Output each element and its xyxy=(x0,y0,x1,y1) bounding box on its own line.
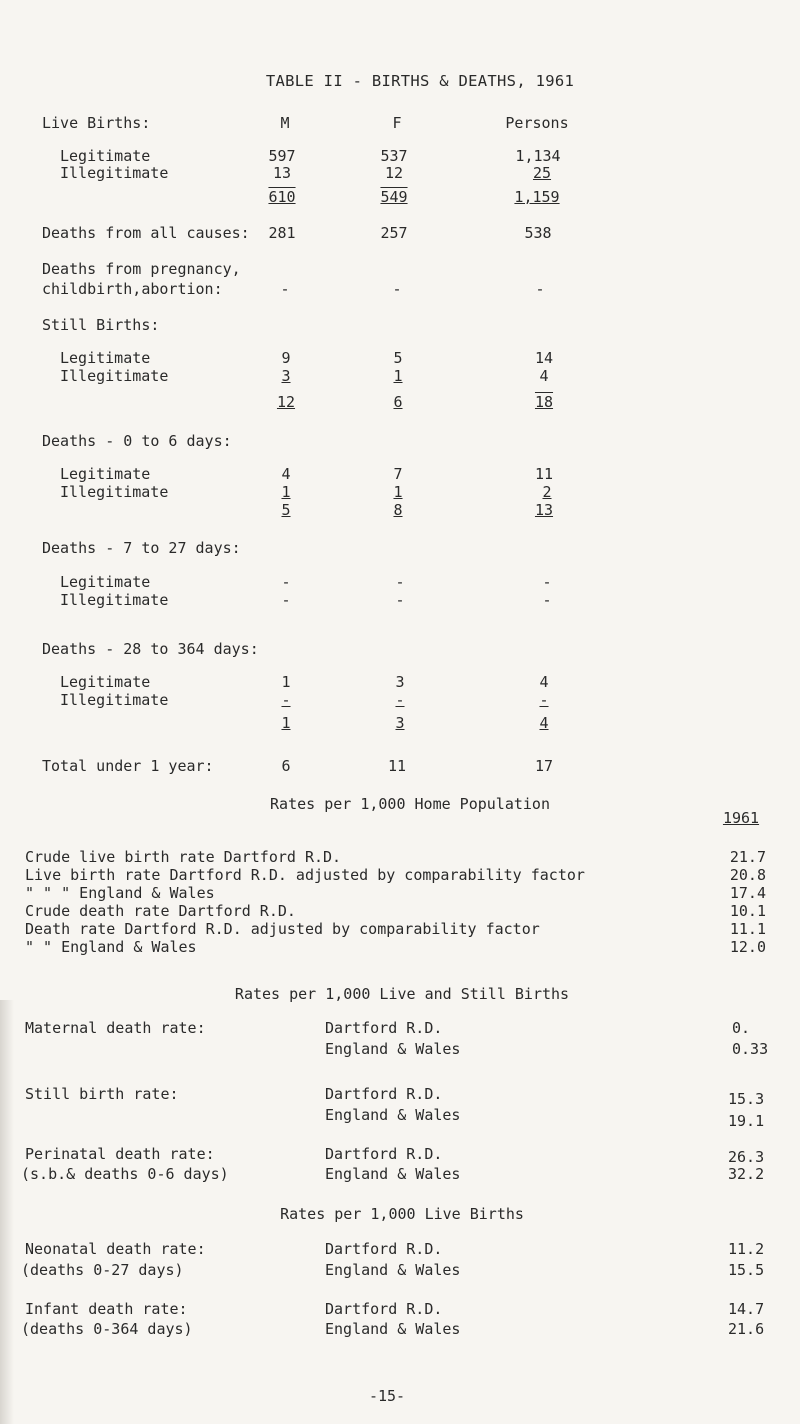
row-label: Deaths from pregnancy, xyxy=(42,260,241,278)
cell-f: 7 xyxy=(393,465,403,483)
row-label: Total under 1 year: xyxy=(42,757,214,775)
rate-label: Death rate Dartford R.D. adjusted by comparability factor xyxy=(25,920,540,938)
total-persons: 18 xyxy=(534,393,554,411)
cell-m: 9 xyxy=(281,349,291,367)
rate-value: 15.5 xyxy=(728,1261,765,1279)
cell-f: 3 xyxy=(395,673,405,691)
cell-m: 597 xyxy=(268,147,296,165)
cell-f: 11 xyxy=(387,757,407,775)
cell-persons: 4 xyxy=(539,367,549,385)
cell-persons: 25 xyxy=(532,164,552,182)
area-label: Dartford R.D. xyxy=(325,1019,443,1037)
rates-home-heading: Rates per 1,000 Home Population xyxy=(270,795,550,813)
rate-sublabel: (deaths 0-364 days) xyxy=(21,1320,193,1338)
rate-value: 17.4 xyxy=(729,884,766,902)
row-label: Illegitimate xyxy=(60,483,169,501)
rates-year: 1961 xyxy=(722,809,760,827)
row-label: Legitimate xyxy=(60,147,151,165)
row-label: Legitimate xyxy=(60,465,151,483)
rate-value: 12.0 xyxy=(729,938,766,956)
cell-persons: 14 xyxy=(534,349,554,367)
area-label: England & Wales xyxy=(325,1040,461,1058)
cell-m: - xyxy=(281,691,291,709)
rate-label: Perinatal death rate: xyxy=(25,1145,215,1163)
rate-label: Infant death rate: xyxy=(25,1300,188,1318)
rate-value: 11.1 xyxy=(729,920,766,938)
area-label: England & Wales xyxy=(325,1165,461,1183)
cell-persons: 538 xyxy=(524,224,552,242)
cell-persons: - xyxy=(535,280,545,298)
rate-value: 10.1 xyxy=(729,902,766,920)
total-f: 8 xyxy=(393,501,403,519)
cell-persons: 11 xyxy=(534,465,554,483)
header-m: M xyxy=(280,114,290,132)
cell-f: - xyxy=(395,573,405,591)
cell-f: 5 xyxy=(393,349,403,367)
cell-m: - xyxy=(280,280,290,298)
rate-value: 0.33 xyxy=(732,1040,769,1058)
cell-f: - xyxy=(395,691,405,709)
rate-sublabel: (s.b.& deaths 0-6 days) xyxy=(21,1165,229,1183)
row-label: Legitimate xyxy=(60,573,151,591)
rate-label: " " " England & Wales xyxy=(25,884,215,902)
area-label: Dartford R.D. xyxy=(325,1145,443,1163)
rate-label: Crude death rate Dartford R.D. xyxy=(25,902,296,920)
section-heading: Deaths - 7 to 27 days: xyxy=(42,539,241,557)
row-label: Legitimate xyxy=(60,673,151,691)
cell-persons: - xyxy=(539,691,549,709)
total-persons: 4 xyxy=(539,714,549,732)
rate-value: 20.8 xyxy=(729,866,766,884)
total-m: 5 xyxy=(281,501,291,519)
rate-label: " " England & Wales xyxy=(25,938,197,956)
cell-f: - xyxy=(395,591,405,609)
total-m: 1 xyxy=(281,714,291,732)
total-f: 3 xyxy=(395,714,405,732)
table-title: TABLE II - BIRTHS & DEATHS, 1961 xyxy=(265,72,575,90)
page-number: -15- xyxy=(368,1387,406,1405)
cell-persons: 17 xyxy=(534,757,554,775)
cell-f: 1 xyxy=(393,367,403,385)
cell-persons: 4 xyxy=(539,673,549,691)
total-persons: 13 xyxy=(534,501,554,519)
rate-label: Live birth rate Dartford R.D. adjusted by comparability factor xyxy=(25,866,585,884)
rate-label: Crude live birth rate Dartford R.D. xyxy=(25,848,342,866)
rate-value: 26.3 xyxy=(728,1148,765,1166)
area-label: England & Wales xyxy=(325,1320,461,1338)
header-persons: Persons xyxy=(505,114,569,132)
cell-m: 4 xyxy=(281,465,291,483)
cell-f: 257 xyxy=(380,224,408,242)
total-f: 549 xyxy=(380,188,408,206)
cell-persons: - xyxy=(542,591,552,609)
row-label: Deaths from all causes: xyxy=(42,224,250,242)
rate-value: 15.3 xyxy=(728,1090,765,1108)
total-f: 6 xyxy=(393,393,403,411)
rate-value: 21.7 xyxy=(729,848,766,866)
rate-sublabel: (deaths 0-27 days) xyxy=(21,1261,184,1279)
row-label: Illegitimate xyxy=(60,691,169,709)
rate-label: Maternal death rate: xyxy=(25,1019,206,1037)
cell-m: 281 xyxy=(268,224,296,242)
rate-label: Neonatal death rate: xyxy=(25,1240,206,1258)
row-label: Illegitimate xyxy=(60,164,169,182)
rate-value: 32.2 xyxy=(728,1165,765,1183)
cell-f: 1 xyxy=(393,483,403,501)
rate-value: 21.6 xyxy=(728,1320,765,1338)
cell-m: 13 xyxy=(272,164,292,182)
total-m: 12 xyxy=(276,393,296,411)
rate-label: Still birth rate: xyxy=(25,1085,179,1103)
cell-m: - xyxy=(281,591,291,609)
area-label: England & Wales xyxy=(325,1106,461,1124)
cell-m: 3 xyxy=(281,367,291,385)
page-edge-shadow xyxy=(0,1000,14,1424)
rates-live-heading: Rates per 1,000 Live Births xyxy=(280,1205,524,1223)
cell-m: 1 xyxy=(281,483,291,501)
cell-m: - xyxy=(281,573,291,591)
cell-persons: 1,134 xyxy=(515,147,561,165)
row-label: Illegitimate xyxy=(60,591,169,609)
cell-f: 12 xyxy=(384,164,404,182)
rate-value: 0. xyxy=(732,1019,751,1037)
section-heading: Deaths - 0 to 6 days: xyxy=(42,432,232,450)
cell-m: 6 xyxy=(281,757,291,775)
rates-live-still-heading: Rates per 1,000 Live and Still Births xyxy=(234,985,570,1003)
header-f: F xyxy=(392,114,402,132)
area-label: Dartford R.D. xyxy=(325,1240,443,1258)
total-persons: 1,159 xyxy=(514,188,560,206)
row-label: childbirth,abortion: xyxy=(42,280,223,298)
rate-value: 14.7 xyxy=(728,1300,765,1318)
row-label: Illegitimate xyxy=(60,367,169,385)
rate-value: 19.1 xyxy=(728,1112,765,1130)
cell-persons: 2 xyxy=(542,483,552,501)
cell-f: - xyxy=(392,280,402,298)
cell-m: 1 xyxy=(281,673,291,691)
cell-f: 537 xyxy=(380,147,408,165)
section-heading: Deaths - 28 to 364 days: xyxy=(42,640,259,658)
rate-value: 11.2 xyxy=(728,1240,765,1258)
cell-persons: - xyxy=(542,573,552,591)
row-label: Legitimate xyxy=(60,349,151,367)
section-heading: Still Births: xyxy=(42,316,160,334)
area-label: Dartford R.D. xyxy=(325,1300,443,1318)
live-births-heading: Live Births: xyxy=(42,114,151,132)
area-label: England & Wales xyxy=(325,1261,461,1279)
total-m: 610 xyxy=(268,188,296,206)
area-label: Dartford R.D. xyxy=(325,1085,443,1103)
